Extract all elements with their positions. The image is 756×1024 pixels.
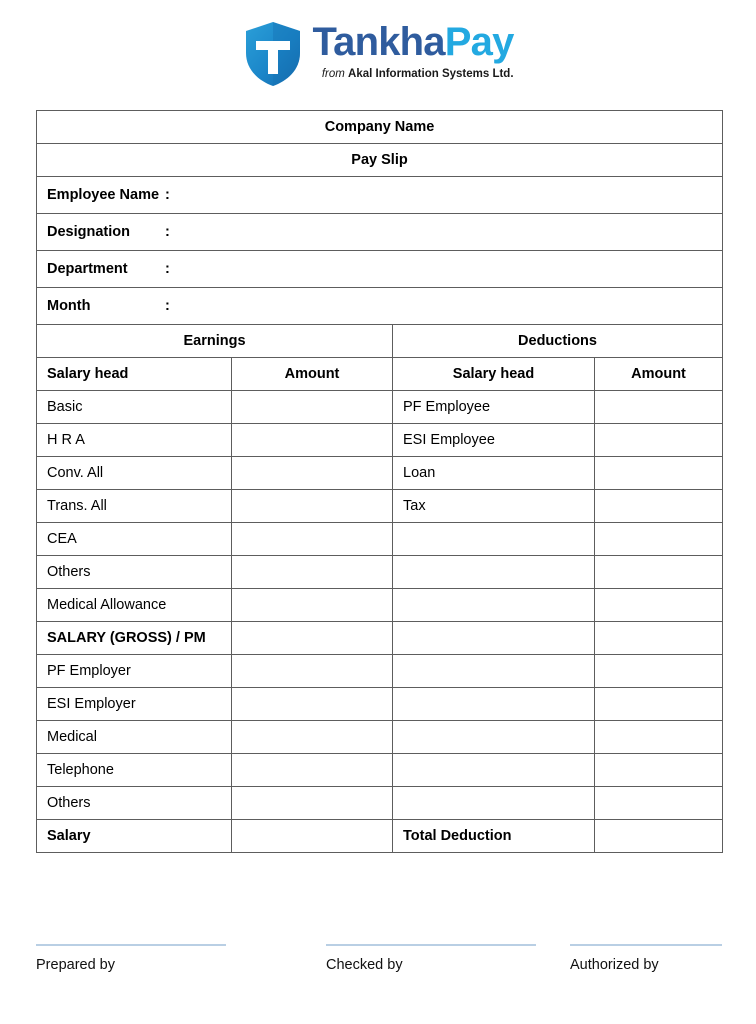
- deduction-amount-cell[interactable]: [595, 424, 723, 457]
- earning-amount-cell[interactable]: [232, 622, 393, 655]
- table-row: [37, 391, 723, 424]
- deduction-head-cell: Tax: [393, 490, 595, 523]
- info-row-month: [37, 288, 723, 325]
- deduction-head-cell: ESI Employee: [393, 424, 595, 457]
- total-deduction-label-cell: Total Deduction: [393, 820, 595, 853]
- logo-tagline: [312, 69, 513, 81]
- department-field[interactable]: [37, 251, 723, 288]
- deduction-amount-cell[interactable]: [595, 655, 723, 688]
- deduction-head-cell: [393, 523, 595, 556]
- deduction-head-cell: [393, 787, 595, 820]
- month-field[interactable]: [37, 288, 723, 325]
- earning-amount-cell[interactable]: [232, 754, 393, 787]
- table-row: [37, 721, 723, 754]
- table-row: [37, 424, 723, 457]
- deduction-amount-cell[interactable]: [595, 688, 723, 721]
- signature-label-authorized-by: Authorized by: [570, 957, 659, 973]
- logo-wordmark-tankha: Tankha: [312, 20, 445, 64]
- logo-tagline-company: Akal Information Systems Ltd.: [348, 68, 514, 80]
- earning-amount-cell[interactable]: [232, 457, 393, 490]
- earning-amount-cell[interactable]: [232, 688, 393, 721]
- month-label: Month: [47, 298, 91, 314]
- logo-wordmark: [312, 22, 513, 62]
- signature-block-prepared-by: [36, 944, 326, 973]
- info-row-designation: [37, 214, 723, 251]
- logo-tagline-prefix: from: [321, 68, 345, 80]
- payslip-title-cell: Pay Slip: [37, 144, 723, 177]
- employee-name-colon: :: [165, 187, 170, 203]
- earning-head-cell: Trans. All: [37, 490, 232, 523]
- deduction-amount-cell[interactable]: [595, 556, 723, 589]
- earning-head-cell: PF Employer: [37, 655, 232, 688]
- logo-lockup: [242, 20, 513, 88]
- deduction-amount-cell[interactable]: [595, 490, 723, 523]
- signature-footer: [36, 944, 722, 973]
- earnings-salary-head-column-header: Salary head: [37, 358, 232, 391]
- designation-field[interactable]: [37, 214, 723, 251]
- deduction-amount-cell[interactable]: [595, 589, 723, 622]
- table-row: [37, 556, 723, 589]
- designation-label: Designation: [47, 224, 130, 240]
- deduction-head-cell: [393, 622, 595, 655]
- deduction-amount-cell[interactable]: [595, 391, 723, 424]
- earning-amount-cell[interactable]: [232, 490, 393, 523]
- signature-label-prepared-by: Prepared by: [36, 957, 115, 973]
- earning-head-cell: Medical Allowance: [37, 589, 232, 622]
- payslip-title-row: [37, 144, 723, 177]
- earning-head-cell: CEA: [37, 523, 232, 556]
- section-band-row: [37, 325, 723, 358]
- earning-head-cell: SALARY (GROSS) / PM: [37, 622, 232, 655]
- earning-amount-cell[interactable]: [232, 721, 393, 754]
- shield-icon: [242, 20, 304, 88]
- earning-head-cell: Medical: [37, 721, 232, 754]
- deduction-head-cell: [393, 688, 595, 721]
- earning-head-cell: ESI Employer: [37, 688, 232, 721]
- deduction-head-cell: [393, 655, 595, 688]
- signature-block-checked-by: [326, 944, 570, 973]
- deduction-amount-cell[interactable]: [595, 787, 723, 820]
- payslip-sheet: [36, 110, 722, 853]
- table-row: [37, 754, 723, 787]
- deductions-amount-column-header: Amount: [595, 358, 723, 391]
- signature-line-prepared-by: [36, 944, 226, 946]
- deduction-head-cell: [393, 754, 595, 787]
- earning-head-cell: Telephone: [37, 754, 232, 787]
- table-row: [37, 655, 723, 688]
- earning-amount-cell[interactable]: [232, 424, 393, 457]
- deduction-head-cell: [393, 556, 595, 589]
- deduction-head-cell: [393, 589, 595, 622]
- total-salary-label-cell: Salary: [37, 820, 232, 853]
- earning-amount-cell[interactable]: [232, 655, 393, 688]
- deduction-amount-cell[interactable]: [595, 754, 723, 787]
- earnings-amount-column-header: Amount: [232, 358, 393, 391]
- info-row-department: [37, 251, 723, 288]
- company-name-row: [37, 111, 723, 144]
- deduction-amount-cell[interactable]: [595, 523, 723, 556]
- signature-line-authorized-by: [570, 944, 722, 946]
- total-deduction-amount-cell[interactable]: [595, 820, 723, 853]
- deduction-amount-cell[interactable]: [595, 457, 723, 490]
- deduction-amount-cell[interactable]: [595, 721, 723, 754]
- signature-block-authorized-by: [570, 944, 722, 973]
- designation-colon: :: [165, 224, 170, 240]
- signature-label-checked-by: Checked by: [326, 957, 403, 973]
- company-name-cell: Company Name: [37, 111, 723, 144]
- deduction-head-cell: Loan: [393, 457, 595, 490]
- deduction-head-cell: PF Employee: [393, 391, 595, 424]
- total-salary-amount-cell[interactable]: [232, 820, 393, 853]
- payslip-table: [36, 110, 723, 853]
- employee-name-field[interactable]: [37, 177, 723, 214]
- table-row: [37, 457, 723, 490]
- earning-head-cell: Others: [37, 787, 232, 820]
- table-row-gross-salary: [37, 622, 723, 655]
- deductions-salary-head-column-header: Salary head: [393, 358, 595, 391]
- earnings-section-header: Earnings: [37, 325, 393, 358]
- earning-amount-cell[interactable]: [232, 556, 393, 589]
- month-colon: :: [165, 298, 170, 314]
- table-row: [37, 787, 723, 820]
- info-row-employee-name: [37, 177, 723, 214]
- earning-head-cell: Conv. All: [37, 457, 232, 490]
- employee-name-label: Employee Name: [47, 187, 160, 203]
- table-row: [37, 490, 723, 523]
- earning-amount-cell[interactable]: [232, 589, 393, 622]
- earning-amount-cell[interactable]: [232, 391, 393, 424]
- deduction-amount-cell[interactable]: [595, 622, 723, 655]
- earning-amount-cell[interactable]: [232, 523, 393, 556]
- logo-wordmark-block: [312, 20, 513, 81]
- earning-head-cell: H R A: [37, 424, 232, 457]
- table-row-totals: [37, 820, 723, 853]
- earning-head-cell: Basic: [37, 391, 232, 424]
- table-row: [37, 688, 723, 721]
- table-row: [37, 523, 723, 556]
- table-row: [37, 589, 723, 622]
- deductions-section-header: Deductions: [393, 325, 723, 358]
- earning-head-cell: Others: [37, 556, 232, 589]
- department-colon: :: [165, 261, 170, 277]
- column-header-row: [37, 358, 723, 391]
- signature-line-checked-by: [326, 944, 536, 946]
- deduction-head-cell: [393, 721, 595, 754]
- department-label: Department: [47, 261, 128, 277]
- logo-header: [0, 0, 756, 100]
- payslip-table-body: [37, 111, 723, 853]
- earning-amount-cell[interactable]: [232, 787, 393, 820]
- logo-wordmark-pay: Pay: [444, 20, 514, 64]
